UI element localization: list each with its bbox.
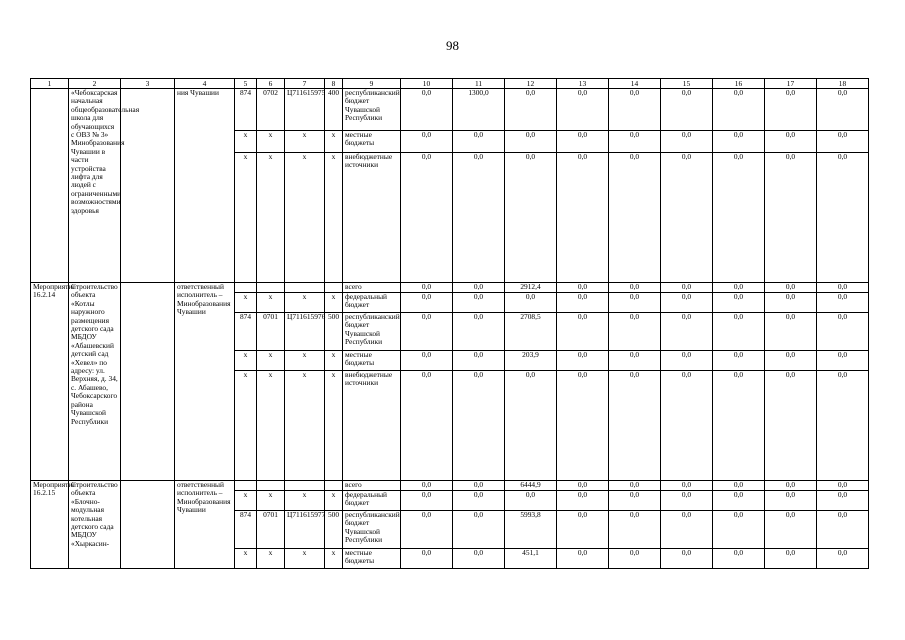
column-number: 12 <box>505 79 557 89</box>
code-target <box>285 481 325 491</box>
amount-cell: 0,0 <box>609 511 661 549</box>
code-grbs: x <box>235 153 257 283</box>
code-section <box>257 481 285 491</box>
amount-cell: 0,0 <box>765 351 817 371</box>
measure-number <box>31 89 69 283</box>
amount-cell: 0,0 <box>401 351 453 371</box>
column-number: 7 <box>285 79 325 89</box>
amount-cell: 0,0 <box>401 153 453 283</box>
amount-cell: 0,0 <box>817 511 869 549</box>
amount-cell: 203,9 <box>505 351 557 371</box>
measure-name: Строительство объекта «Блочно-модульная котельная детского сада МБДОУ «Хыркасин- <box>69 481 121 569</box>
column-number: 5 <box>235 79 257 89</box>
amount-cell: 0,0 <box>765 549 817 569</box>
amount-cell: 2708,5 <box>505 313 557 351</box>
measure-number: Мероприятие 16.2.15 <box>31 481 69 569</box>
amount-cell: 0,0 <box>609 491 661 511</box>
amount-cell: 0,0 <box>453 131 505 153</box>
amount-cell: 0,0 <box>557 131 609 153</box>
code-grbs: x <box>235 293 257 313</box>
amount-cell: 0,0 <box>713 283 765 293</box>
amount-cell: 0,0 <box>765 153 817 283</box>
executor: ответственный исполнитель – Минобразования Чувашии <box>175 283 235 481</box>
code-type: x <box>325 293 343 313</box>
funding-source: всего <box>343 283 401 293</box>
amount-cell: 0,0 <box>661 371 713 481</box>
amount-cell: 0,0 <box>557 371 609 481</box>
funding-source: внебюджетные источники <box>343 153 401 283</box>
funding-source: республиканский бюджет Чувашской Республики <box>343 313 401 351</box>
code-target: x <box>285 491 325 511</box>
amount-cell: 0,0 <box>817 371 869 481</box>
funding-source: местные бюджеты <box>343 351 401 371</box>
code-grbs: 874 <box>235 89 257 131</box>
code-grbs: x <box>235 351 257 371</box>
code-section: 0701 <box>257 313 285 351</box>
amount-cell: 0,0 <box>401 481 453 491</box>
amount-cell: 0,0 <box>557 549 609 569</box>
amount-cell: 0,0 <box>401 293 453 313</box>
amount-cell: 451,1 <box>505 549 557 569</box>
amount-cell: 0,0 <box>817 313 869 351</box>
executor: ния Чувашии <box>175 89 235 283</box>
code-target: x <box>285 371 325 481</box>
funding-source: местные бюджеты <box>343 549 401 569</box>
amount-cell: 0,0 <box>401 511 453 549</box>
amount-cell: 0,0 <box>817 481 869 491</box>
amount-cell: 0,0 <box>765 283 817 293</box>
column-number: 9 <box>343 79 401 89</box>
amount-cell: 0,0 <box>453 491 505 511</box>
amount-cell: 0,0 <box>401 283 453 293</box>
funding-source: республиканский бюджет Чувашской Республики <box>343 511 401 549</box>
funding-source: всего <box>343 481 401 491</box>
amount-cell: 0,0 <box>661 511 713 549</box>
amount-cell: 0,0 <box>661 481 713 491</box>
measure-name: «Чебоксарская начальная общеобразовательная школа для обучающихся с ОВЗ № 3» Минобразования Чувашии в части устройства лифта для людей с ограниченными возможностями здоровья <box>69 89 121 283</box>
column-number: 4 <box>175 79 235 89</box>
amount-cell: 0,0 <box>505 371 557 481</box>
code-section: x <box>257 549 285 569</box>
code-section: x <box>257 131 285 153</box>
column-number: 3 <box>121 79 175 89</box>
code-section: x <box>257 491 285 511</box>
blank-cell <box>121 283 175 481</box>
code-section: x <box>257 351 285 371</box>
funding-source: местные бюджеты <box>343 131 401 153</box>
column-number: 6 <box>257 79 285 89</box>
code-target: x <box>285 549 325 569</box>
code-type: 400 <box>325 89 343 131</box>
amount-cell: 0,0 <box>453 481 505 491</box>
amount-cell: 0,0 <box>765 511 817 549</box>
amount-cell: 0,0 <box>661 313 713 351</box>
column-number: 16 <box>713 79 765 89</box>
amount-cell: 0,0 <box>557 491 609 511</box>
code-section: x <box>257 371 285 481</box>
amount-cell: 0,0 <box>505 153 557 283</box>
column-number: 15 <box>661 79 713 89</box>
column-number: 18 <box>817 79 869 89</box>
code-type: x <box>325 131 343 153</box>
funding-source: республиканский бюджет Чувашской Республики <box>343 89 401 131</box>
code-grbs <box>235 283 257 293</box>
amount-cell: 0,0 <box>609 89 661 131</box>
amount-cell: 0,0 <box>453 351 505 371</box>
code-type <box>325 481 343 491</box>
amount-cell: 0,0 <box>661 549 713 569</box>
funding-source: федеральный бюджет <box>343 491 401 511</box>
amount-cell: 0,0 <box>765 131 817 153</box>
amount-cell: 0,0 <box>713 131 765 153</box>
code-type: x <box>325 371 343 481</box>
amount-cell: 0,0 <box>765 293 817 313</box>
amount-cell: 0,0 <box>661 293 713 313</box>
amount-cell: 0,0 <box>713 371 765 481</box>
column-number: 2 <box>69 79 121 89</box>
amount-cell: 0,0 <box>557 293 609 313</box>
measure-name: Строительство объекта «Котлы наружного размещения детского сада МБДОУ «Абашевский детский сад «Хевел» по адресу: ул. Верхняя, д. 34, с. Абашево, Чебоксарского района Чувашской Республики <box>69 283 121 481</box>
amount-cell: 0,0 <box>817 491 869 511</box>
code-grbs: 874 <box>235 511 257 549</box>
amount-cell: 0,0 <box>817 549 869 569</box>
code-type: x <box>325 153 343 283</box>
code-target: Ц711615977 <box>285 511 325 549</box>
amount-cell: 0,0 <box>557 283 609 293</box>
code-type: x <box>325 351 343 371</box>
amount-cell: 0,0 <box>713 511 765 549</box>
blank-cell <box>121 481 175 569</box>
code-grbs: x <box>235 131 257 153</box>
code-grbs: 874 <box>235 313 257 351</box>
amount-cell: 0,0 <box>609 153 661 283</box>
column-number: 8 <box>325 79 343 89</box>
code-target: x <box>285 293 325 313</box>
amount-cell: 0,0 <box>453 293 505 313</box>
table-row <box>31 481 869 491</box>
amount-cell: 0,0 <box>453 313 505 351</box>
amount-cell: 0,0 <box>765 481 817 491</box>
amount-cell: 0,0 <box>609 351 661 371</box>
funding-source: внебюджетные источники <box>343 371 401 481</box>
amount-cell: 0,0 <box>453 549 505 569</box>
budget-table <box>30 78 869 569</box>
code-target: x <box>285 153 325 283</box>
code-type <box>325 283 343 293</box>
amount-cell: 0,0 <box>661 153 713 283</box>
amount-cell: 0,0 <box>401 89 453 131</box>
amount-cell: 0,0 <box>401 131 453 153</box>
amount-cell: 0,0 <box>765 313 817 351</box>
code-section <box>257 283 285 293</box>
amount-cell: 0,0 <box>609 131 661 153</box>
amount-cell: 0,0 <box>713 293 765 313</box>
code-type: 500 <box>325 511 343 549</box>
amount-cell: 0,0 <box>557 153 609 283</box>
amount-cell: 0,0 <box>661 283 713 293</box>
column-number: 13 <box>557 79 609 89</box>
executor: ответственный исполнитель – Минобразования Чувашии <box>175 481 235 569</box>
amount-cell: 0,0 <box>557 481 609 491</box>
code-section: 0701 <box>257 511 285 549</box>
blank-cell <box>121 89 175 283</box>
amount-cell: 0,0 <box>609 313 661 351</box>
column-number: 14 <box>609 79 661 89</box>
amount-cell: 2912,4 <box>505 283 557 293</box>
code-type: x <box>325 549 343 569</box>
amount-cell: 0,0 <box>505 89 557 131</box>
amount-cell: 0,0 <box>765 371 817 481</box>
table-row <box>31 89 869 131</box>
column-number: 10 <box>401 79 453 89</box>
amount-cell: 0,0 <box>453 511 505 549</box>
amount-cell: 0,0 <box>609 481 661 491</box>
amount-cell: 0,0 <box>609 371 661 481</box>
code-grbs: x <box>235 549 257 569</box>
amount-cell: 0,0 <box>401 313 453 351</box>
amount-cell: 0,0 <box>661 131 713 153</box>
amount-cell: 0,0 <box>713 491 765 511</box>
amount-cell: 6444,9 <box>505 481 557 491</box>
amount-cell: 0,0 <box>453 153 505 283</box>
amount-cell: 0,0 <box>609 293 661 313</box>
code-section: x <box>257 153 285 283</box>
amount-cell: 0,0 <box>609 283 661 293</box>
code-target: x <box>285 131 325 153</box>
code-target: x <box>285 351 325 371</box>
amount-cell: 0,0 <box>817 89 869 131</box>
amount-cell: 0,0 <box>505 491 557 511</box>
amount-cell: 0,0 <box>713 89 765 131</box>
amount-cell: 0,0 <box>817 153 869 283</box>
amount-cell: 0,0 <box>557 351 609 371</box>
amount-cell: 0,0 <box>401 371 453 481</box>
amount-cell: 1300,0 <box>453 89 505 131</box>
code-target: Ц711615976 <box>285 313 325 351</box>
table-row <box>31 283 869 293</box>
amount-cell: 0,0 <box>453 371 505 481</box>
amount-cell: 0,0 <box>661 351 713 371</box>
amount-cell: 0,0 <box>713 153 765 283</box>
code-grbs <box>235 481 257 491</box>
amount-cell: 0,0 <box>765 89 817 131</box>
amount-cell: 0,0 <box>505 131 557 153</box>
column-number: 1 <box>31 79 69 89</box>
amount-cell: 0,0 <box>557 313 609 351</box>
amount-cell: 0,0 <box>713 549 765 569</box>
amount-cell: 0,0 <box>765 491 817 511</box>
amount-cell: 0,0 <box>817 283 869 293</box>
code-type: x <box>325 491 343 511</box>
column-number: 17 <box>765 79 817 89</box>
amount-cell: 0,0 <box>713 351 765 371</box>
code-section: x <box>257 293 285 313</box>
amount-cell: 0,0 <box>713 313 765 351</box>
amount-cell: 0,0 <box>817 131 869 153</box>
code-grbs: x <box>235 491 257 511</box>
measure-number: Мероприятие 16.2.14 <box>31 283 69 481</box>
amount-cell: 0,0 <box>401 549 453 569</box>
amount-cell: 0,0 <box>505 293 557 313</box>
code-target: Ц711615975 <box>285 89 325 131</box>
funding-source: федеральный бюджет <box>343 293 401 313</box>
column-number: 11 <box>453 79 505 89</box>
amount-cell: 0,0 <box>453 283 505 293</box>
amount-cell: 0,0 <box>609 549 661 569</box>
amount-cell: 0,0 <box>557 89 609 131</box>
amount-cell: 0,0 <box>817 351 869 371</box>
page-number: 98 <box>446 38 459 53</box>
code-grbs: x <box>235 371 257 481</box>
amount-cell: 0,0 <box>661 89 713 131</box>
amount-cell: 0,0 <box>401 491 453 511</box>
amount-cell: 5993,8 <box>505 511 557 549</box>
amount-cell: 0,0 <box>713 481 765 491</box>
code-type: 500 <box>325 313 343 351</box>
code-section: 0702 <box>257 89 285 131</box>
header-row <box>31 79 869 89</box>
code-target <box>285 283 325 293</box>
amount-cell: 0,0 <box>661 491 713 511</box>
amount-cell: 0,0 <box>817 293 869 313</box>
amount-cell: 0,0 <box>557 511 609 549</box>
